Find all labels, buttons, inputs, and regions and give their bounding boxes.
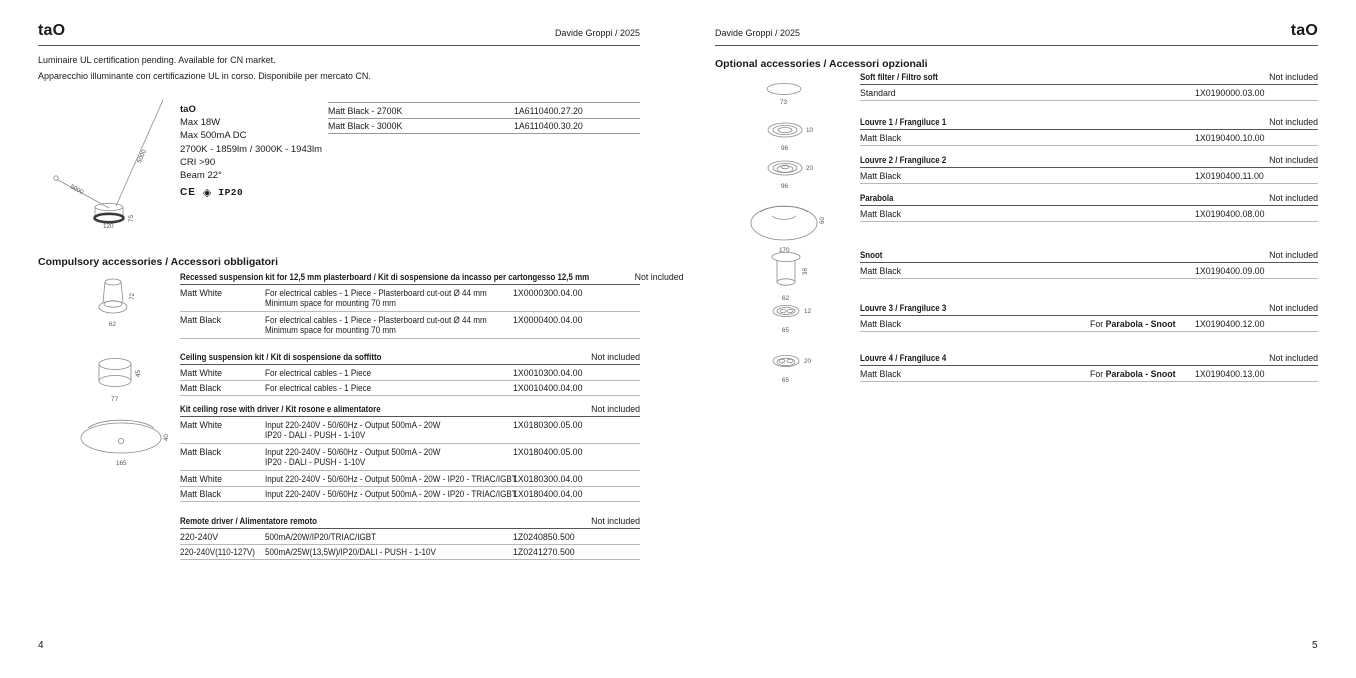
code-cell: 1Z0240850.500 [513, 531, 575, 542]
table-title: Recessed suspension kit for 12,5 mm plasterboard / Kit di sospensione da incasso per cartongesso 12,5 mm [180, 272, 590, 282]
voltage-cell: 220-240V [180, 531, 219, 542]
availability-label: Not included [1269, 250, 1318, 260]
code-cell: 1X0180300.04.00 [513, 473, 583, 484]
availability-label: Not included [591, 516, 640, 526]
parabola-table [860, 193, 1318, 222]
finish-cell: Matt Black [180, 489, 222, 500]
diagram-width-dim: 77 [111, 396, 119, 403]
availability-label: Not included [1269, 72, 1318, 82]
table-row [180, 365, 640, 381]
finish-cell: Matt White [180, 419, 223, 430]
code-cell: 1A6110400.30.20 [514, 121, 583, 131]
diagram-height-dim: 20 [804, 358, 812, 365]
table-header [860, 353, 1318, 366]
finish-cell: Matt White [180, 473, 223, 484]
table-title: Louvre 1 / Frangiluce 1 [860, 117, 947, 127]
diagram-height-dim: 36 [802, 267, 809, 275]
table-row [180, 417, 640, 444]
right-page-header [715, 22, 1318, 46]
product-codes-table [328, 102, 640, 134]
louvre1-diagram [760, 118, 818, 154]
desc-cell: For electrical cables - 1 Piece [265, 367, 372, 378]
desc-cell-line2: IP20 - DALI - PUSH - 1-10V [265, 430, 366, 441]
note-prefix: For [1090, 318, 1106, 329]
product-specs [180, 103, 322, 199]
code-cell: 1X0000400.04.00 [513, 314, 583, 325]
table-header [860, 303, 1318, 316]
table-title: Parabola [860, 193, 894, 203]
code-cell: 1X0190400.13.00 [1195, 368, 1265, 379]
note-cell [1090, 369, 1195, 379]
table-title: Louvre 4 / Frangiluce 4 [860, 353, 947, 363]
table-row [180, 545, 640, 561]
desc-cell-line2: Minimum space for mounting 70 mm [265, 298, 396, 309]
finish-cell: Matt Black [180, 314, 222, 325]
spec-lumen: 2700K - 1859lm / 3000K - 1943lm [180, 143, 323, 155]
table-header [860, 250, 1318, 263]
table-header [860, 193, 1318, 206]
ce-mark-icon: CE [180, 187, 196, 199]
code-cell: 1X0180300.05.00 [513, 419, 583, 430]
code-cell: 1X0010400.04.00 [513, 383, 583, 393]
note-en: Luminaire UL certification pending. Available for CN market. [38, 55, 276, 65]
diagram-width-dim: 96 [781, 145, 789, 152]
desc-cell-line2: IP20 - DALI - PUSH - 1-10V [265, 457, 366, 468]
recessed-kit-table [180, 272, 684, 339]
ceiling-rose-table [180, 404, 640, 502]
finish-cell: Matt Black [180, 383, 222, 393]
table-row [180, 471, 640, 487]
code-cell: 1X0180400.04.00 [513, 489, 583, 500]
spec-current: Max 500mA DC [180, 130, 247, 142]
left-page-title: taO [38, 22, 66, 39]
right-page-title: taO [1290, 22, 1318, 39]
desc-cell: Input 220-240V - 50/60Hz - Output 500mA - 20W [265, 446, 441, 457]
table-header [860, 117, 1318, 130]
diagram-height-dim: 45 [135, 369, 142, 377]
optional-section-title: Optional accessories / Accessori opzionali [715, 58, 928, 70]
table-title: Louvre 2 / Frangiluce 2 [860, 155, 947, 165]
diagram-width-dim: 96 [781, 183, 789, 190]
availability-label: Not included [1269, 193, 1318, 203]
availability-label: Not included [1269, 155, 1318, 165]
snoot-diagram [760, 246, 818, 306]
table-header [180, 516, 640, 529]
diagram-width-dim: 165 [116, 460, 127, 467]
code-cell: 1A6110400.27.20 [514, 105, 583, 116]
table-title: Kit ceiling rose with driver / Kit rosone e alimentatore [180, 404, 381, 414]
right-page-number: 5 [1312, 640, 1318, 651]
louvre2-table [860, 155, 1318, 184]
finish-cell: Standard [860, 87, 896, 98]
louvre1-table [860, 117, 1318, 146]
table-header [860, 155, 1318, 168]
diagram-height-dim: 72 [129, 292, 136, 300]
ceiling-rose-diagram [66, 408, 182, 468]
snoot-table [860, 250, 1318, 279]
ip20-mark-icon: IP20 [218, 187, 244, 199]
table-header [180, 404, 640, 417]
compulsory-section-title: Compulsory accessories / Accessori obbligatori [38, 256, 279, 268]
table-row [180, 529, 640, 545]
table-row [180, 285, 640, 312]
availability-label: Not included [1269, 303, 1318, 313]
finish-cell: Matt Black [860, 170, 902, 181]
table-row [180, 444, 640, 471]
note-cell [1090, 319, 1195, 329]
voltage-cell: 220-240V(110-127V) [180, 547, 255, 557]
code-cell: 1X0180400.05.00 [513, 446, 583, 457]
pendant-diagram [36, 94, 178, 230]
code-cell: 1X0010300.04.00 [513, 367, 583, 378]
diagram-width-dim: 62 [782, 295, 790, 302]
desc-cell: Input 220-240V - 50/60Hz - Output 500mA - 20W - IP20 - TRIAC/IGBT [265, 473, 517, 484]
code-cell: 1X0190000.03.00 [1195, 87, 1265, 98]
table-title: Remote driver / Alimentatore remoto [180, 516, 317, 526]
recessed-kit-diagram [80, 272, 150, 334]
diagram-height-dim: 10 [806, 127, 814, 134]
table-title: Louvre 3 / Frangiluce 3 [860, 303, 947, 313]
table-header [180, 352, 640, 365]
diagram-height-dim: 60 [819, 216, 826, 224]
soft-filter-diagram [762, 80, 814, 110]
left-page-header [38, 22, 640, 46]
finish-cell: Matt Black - 3000K [328, 121, 403, 131]
desc-cell: 500mA/20W/IP20/TRIAC/IGBT [265, 531, 377, 542]
note-bold: Parabola - Snoot [1105, 318, 1176, 329]
availability-label: Not included [591, 404, 640, 414]
table-row [328, 119, 640, 135]
certification-marks [180, 186, 322, 199]
cable-dim-right: 5000 [135, 148, 149, 165]
desc-cell: Input 220-240V - 50/60Hz - Output 500mA - 20W - IP20 - TRIAC/IGBT [265, 489, 517, 500]
louvre3-table [860, 303, 1318, 332]
louvre4-table [860, 353, 1318, 382]
louvre4-diagram [764, 350, 816, 386]
table-row [860, 366, 1318, 382]
diagram-height-dim: 40 [163, 433, 170, 441]
table-row [860, 85, 1318, 101]
diagram-width-dim: 62 [109, 321, 117, 328]
desc-cell: For electrical cables - 1 Piece - Plasterboard cut-out Ø 44 mm [265, 314, 487, 325]
note-bold: Parabola - Snoot [1105, 368, 1176, 379]
left-page-meta: Davide Groppi / 2025 [554, 28, 640, 38]
remote-driver-table [180, 516, 640, 560]
table-title: Ceiling suspension kit / Kit di sospensione da soffitto [180, 352, 382, 362]
desc-cell: Input 220-240V - 50/60Hz - Output 500mA - 20W [265, 419, 441, 430]
spec-beam: Beam 22° [180, 170, 222, 182]
note-prefix: For [1090, 368, 1106, 379]
diamond-mark-icon: ◈ [202, 187, 212, 200]
table-row [860, 130, 1318, 146]
table-row [328, 103, 640, 119]
desc-cell-line2: Minimum space for mounting 70 mm [265, 325, 396, 336]
desc-cell: For electrical cables - 1 Piece - Plasterboard cut-out Ø 44 mm [265, 287, 487, 298]
code-cell: 1X0190400.10.00 [1195, 132, 1265, 143]
finish-cell: Matt Black [860, 132, 902, 143]
ceiling-kit-table [180, 352, 640, 396]
table-title: Soft filter / Filtro soft [860, 72, 938, 82]
finish-cell: Matt Black [180, 446, 222, 457]
code-cell: 1X0190400.09.00 [1195, 265, 1265, 276]
availability-label: Not included [1269, 117, 1318, 127]
desc-cell: For electrical cables - 1 Piece [265, 383, 372, 393]
louvre3-diagram [764, 300, 816, 336]
left-page-number: 4 [38, 640, 44, 651]
table-header [860, 72, 1318, 85]
cable-dim-left: 5000 [68, 183, 85, 197]
lamp-height-dim: 75 [128, 214, 135, 222]
finish-cell: Matt Black [860, 318, 902, 329]
finish-cell: Matt Black [860, 208, 902, 219]
table-row [180, 381, 640, 397]
diagram-width-dim: 65 [782, 327, 790, 334]
finish-cell: Matt White [180, 367, 223, 378]
code-cell: 1X0190400.11.00 [1195, 170, 1264, 181]
ceiling-kit-diagram [82, 352, 152, 406]
availability-label: Not included [1269, 353, 1318, 363]
finish-cell: Matt Black - 2700K [328, 105, 403, 116]
diagram-height-dim: 20 [806, 165, 814, 172]
finish-cell: Matt Black [860, 368, 902, 379]
diagram-width-dim: 65 [782, 377, 790, 384]
spec-cri: CRI >90 [180, 156, 216, 168]
table-header [180, 272, 684, 285]
code-cell: 1X0000300.04.00 [513, 287, 583, 298]
code-cell: 1X0190400.12.00 [1195, 318, 1265, 329]
lamp-width-dim: 120 [103, 223, 114, 230]
parabola-diagram [742, 186, 832, 254]
table-row [860, 206, 1318, 222]
finish-cell: Matt Black [860, 265, 902, 276]
diagram-height-dim: 12 [804, 308, 812, 315]
right-page-meta: Davide Groppi / 2025 [715, 28, 801, 38]
availability-label: Not included [591, 352, 640, 362]
code-cell: 1X0190400.08.00 [1195, 208, 1265, 219]
soft-filter-table [860, 72, 1318, 101]
table-row [180, 487, 640, 503]
table-row [860, 263, 1318, 279]
product-name: taO [180, 104, 196, 115]
availability-label: Not included [634, 272, 684, 282]
finish-cell: Matt White [180, 287, 223, 298]
table-row [860, 316, 1318, 332]
table-row [180, 312, 640, 339]
diagram-width-dim: 170 [779, 247, 790, 254]
spec-wattage: Max 18W [180, 117, 221, 129]
note-it: Apparecchio illuminante con certificazione UL in corso. Disponibile per mercato CN. [38, 71, 371, 81]
desc-cell: 500mA/25W(13,5W)/IP20/DALI - PUSH - 1-10V [265, 547, 436, 557]
table-row [860, 168, 1318, 184]
diagram-width-dim: 73 [780, 99, 788, 106]
table-title: Snoot [860, 250, 883, 260]
code-cell: 1Z0241270.500 [513, 547, 575, 557]
